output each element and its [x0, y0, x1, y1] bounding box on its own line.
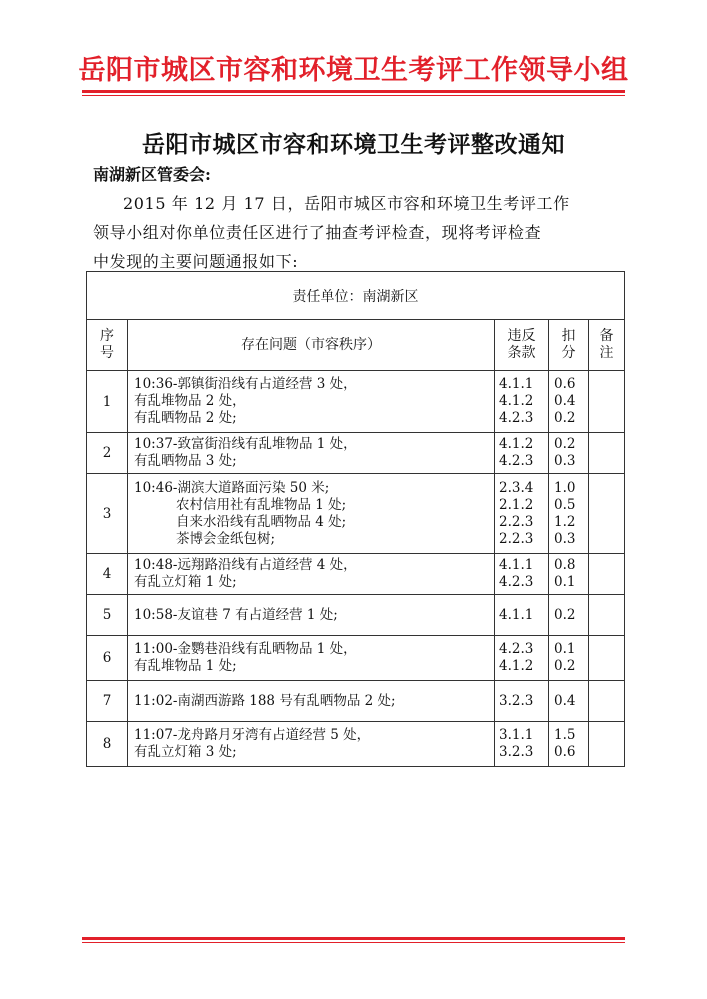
clause-value: 3.1.1 — [499, 727, 534, 743]
score-value: 1.0 — [554, 479, 576, 496]
row-clauses — [495, 371, 549, 433]
header-seq-line-1: 序 — [100, 328, 114, 344]
row-issues — [128, 681, 495, 722]
row-issues — [128, 433, 495, 474]
issue-line: 10:36-郭镇街沿线有占道经营 3 处， — [134, 376, 357, 392]
body-line-2: 领导小组对你单位责任区进行了抽查考评检查，现将考评检查 — [93, 223, 542, 242]
row-remark — [589, 474, 625, 554]
clause-value: 4.1.1 — [499, 376, 534, 392]
responsible-unit: 责任单位：南湖新区 — [87, 272, 625, 320]
clause-value: 4.2.3 — [499, 574, 534, 590]
header-score — [549, 320, 589, 371]
score-value: 0.8 — [554, 557, 576, 573]
row-seq: 1 — [87, 371, 128, 433]
header-seq — [87, 320, 128, 371]
issue-line: 有乱堆物品 1 处; — [134, 658, 237, 674]
issue-line: 11:07-龙舟路月牙湾有占道经营 5 处， — [134, 727, 371, 743]
row-seq: 5 — [87, 595, 128, 636]
score-value: 0.2 — [554, 606, 576, 623]
issue-line: 有乱晒物品 3 处; — [134, 453, 237, 469]
issue-line: 10:46-湖滨大道路面污染 50 米; — [134, 479, 330, 496]
score-value: 0.4 — [554, 393, 576, 409]
table-row — [87, 371, 625, 433]
clause-value: 4.2.3 — [499, 453, 534, 469]
header-score-line-2: 分 — [561, 345, 576, 361]
clause-value: 4.2.3 — [499, 410, 534, 426]
score-value: 1.5 — [554, 727, 576, 743]
header-score-line-1: 扣 — [561, 328, 576, 344]
row-scores — [549, 681, 589, 722]
score-value: 0.4 — [554, 692, 576, 709]
footer-rule-thin — [82, 942, 625, 943]
clause-value: 2.3.4 — [499, 479, 534, 496]
header-title: 岳阳市城区市容和环境卫生考评工作领导小组 — [78, 55, 629, 86]
row-clauses — [495, 681, 549, 722]
row-seq: 2 — [87, 433, 128, 474]
score-value: 0.1 — [554, 574, 576, 590]
row-remark — [589, 636, 625, 681]
issue-line: 有乱堆物品 2 处， — [134, 393, 246, 409]
row-clauses — [495, 554, 549, 595]
score-value: 0.5 — [554, 496, 576, 513]
clause-value: 2.2.3 — [499, 530, 534, 547]
row-remark — [589, 554, 625, 595]
issue-line: 茶博会金纸包树; — [176, 530, 276, 547]
row-issues — [128, 595, 495, 636]
table-row — [87, 681, 625, 722]
score-value: 0.1 — [554, 641, 576, 657]
row-remark — [589, 722, 625, 767]
clause-value: 4.1.2 — [499, 658, 534, 674]
row-clauses — [495, 595, 549, 636]
score-value: 0.3 — [554, 453, 576, 469]
table-row — [87, 595, 625, 636]
row-remark — [589, 681, 625, 722]
row-seq: 7 — [87, 681, 128, 722]
table-row — [87, 722, 625, 767]
issue-line: 自来水沿线有乱晒物品 4 处; — [176, 513, 347, 530]
table-row — [87, 554, 625, 595]
row-issues — [128, 474, 495, 554]
header-remark-line-1: 备 — [599, 328, 614, 344]
score-value: 0.6 — [554, 376, 576, 392]
issue-rows — [87, 371, 625, 767]
row-scores — [549, 433, 589, 474]
row-issues — [128, 371, 495, 433]
body-line-1: 2015 年 12 月 17 日，岳阳市城区市容和环境卫生考评工作 — [123, 194, 570, 213]
issue-line: 11:02-南湖西游路 188 号有乱晒物品 2 处; — [134, 692, 396, 709]
issues-table — [86, 271, 625, 767]
issue-line: 有乱晒物品 2 处; — [134, 410, 237, 426]
score-value: 0.2 — [554, 658, 576, 674]
score-value: 0.2 — [554, 436, 576, 452]
table-row — [87, 474, 625, 554]
footer-rule-thick — [82, 937, 625, 940]
issue-line: 10:48-远翔路沿线有占道经营 4 处， — [134, 557, 357, 573]
score-value: 0.3 — [554, 530, 576, 547]
row-seq: 4 — [87, 554, 128, 595]
table-row — [87, 433, 625, 474]
clause-value: 4.1.2 — [499, 436, 534, 452]
row-clauses — [495, 433, 549, 474]
body-line-3: 中发现的主要问题通报如下: — [93, 252, 299, 271]
header-clause-line-1: 违反 — [507, 328, 536, 344]
clause-value: 2.1.2 — [499, 496, 534, 513]
row-scores — [549, 474, 589, 554]
row-clauses — [495, 722, 549, 767]
clause-value: 4.2.3 — [499, 641, 534, 657]
issue-line: 11:00-金鹦巷沿线有乱晒物品 1 处， — [134, 641, 357, 657]
row-remark — [589, 433, 625, 474]
header-rule-thin — [82, 95, 625, 96]
row-issues — [128, 554, 495, 595]
header-remark-line-2: 注 — [599, 345, 614, 361]
row-issues — [128, 636, 495, 681]
header-remark — [589, 320, 625, 371]
issue-line: 10:37-致富街沿线有乱堆物品 1 处， — [134, 436, 357, 452]
row-scores — [549, 371, 589, 433]
issue-line: 有乱立灯箱 1 处; — [134, 574, 237, 590]
row-scores — [549, 554, 589, 595]
header-issue: 存在问题（市容秩序） — [128, 320, 495, 371]
row-seq: 8 — [87, 722, 128, 767]
clause-value: 3.2.3 — [499, 744, 534, 760]
row-clauses — [495, 636, 549, 681]
clause-value: 4.1.1 — [499, 557, 534, 573]
row-seq: 6 — [87, 636, 128, 681]
header-clause — [495, 320, 549, 371]
row-remark — [589, 595, 625, 636]
clause-value: 4.1.2 — [499, 393, 534, 409]
notice-title: 岳阳市城区市容和环境卫生考评整改通知 — [142, 131, 565, 158]
header-seq-line-2: 号 — [100, 345, 114, 361]
row-scores — [549, 722, 589, 767]
score-value: 0.2 — [554, 410, 576, 426]
score-value: 1.2 — [554, 513, 576, 530]
clause-value: 2.2.3 — [499, 513, 534, 530]
row-seq: 3 — [87, 474, 128, 554]
row-issues — [128, 722, 495, 767]
row-scores — [549, 595, 589, 636]
row-remark — [589, 371, 625, 433]
row-clauses — [495, 474, 549, 554]
issue-line: 10:58-友谊巷 7 有占道经营 1 处; — [134, 606, 338, 623]
recipient: 南湖新区管委会: — [93, 165, 211, 184]
score-value: 0.6 — [554, 744, 576, 760]
clause-value: 4.1.1 — [499, 606, 534, 623]
row-scores — [549, 636, 589, 681]
issue-line: 农村信用社有乱堆物品 1 处; — [176, 496, 347, 513]
header-rule-thick — [82, 90, 625, 93]
issue-line: 有乱立灯箱 3 处; — [134, 744, 237, 760]
table-row — [87, 636, 625, 681]
header-clause-line-2: 条款 — [507, 345, 536, 361]
clause-value: 3.2.3 — [499, 692, 534, 709]
